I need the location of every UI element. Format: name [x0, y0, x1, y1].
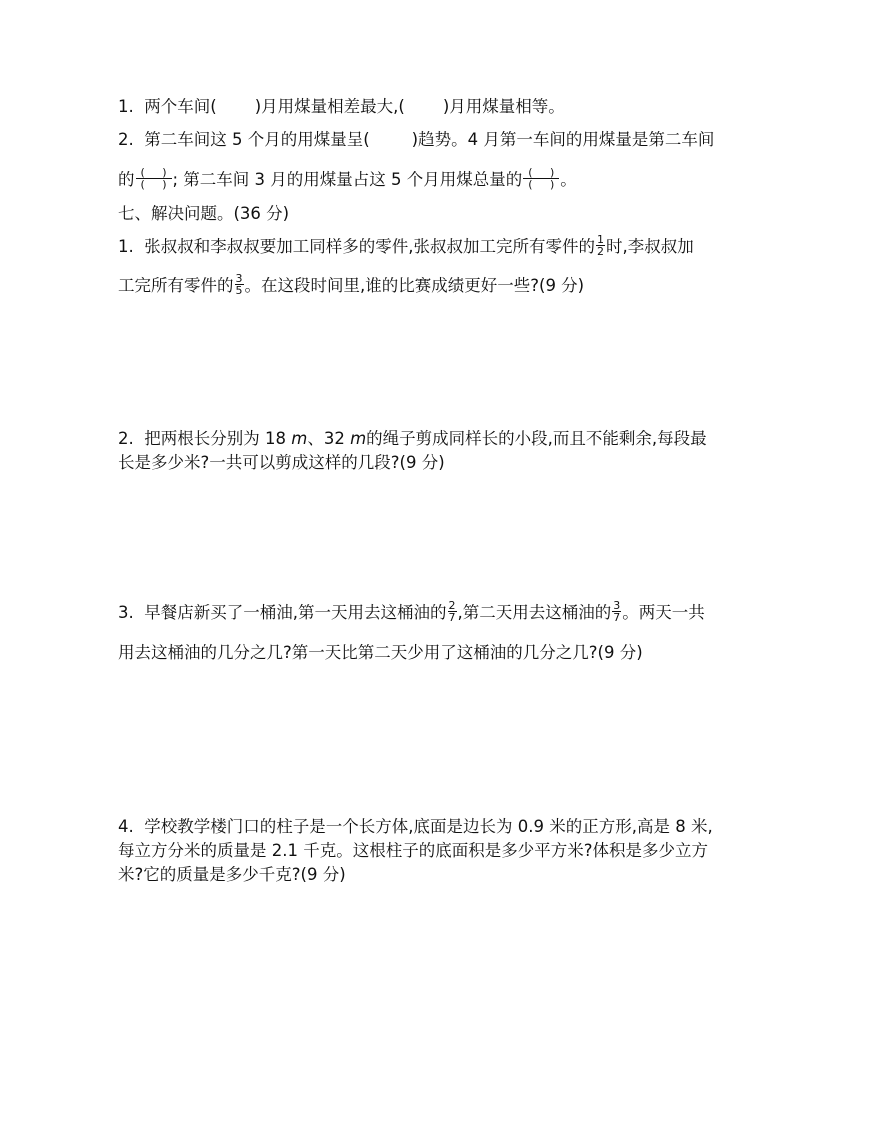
fill-blank-question-2-line-2 [118, 166, 577, 192]
problem-number: 4. [118, 817, 134, 836]
blank-fraction [136, 167, 172, 190]
problem-text: 、32 [307, 429, 351, 448]
question-number: 1. [118, 97, 134, 116]
problem-1-line-2 [118, 272, 585, 298]
blank-fraction [523, 167, 559, 190]
problem-text: 早餐店新买了一桶油,第一天用去这桶油的 [144, 603, 447, 622]
fraction [235, 273, 244, 296]
fraction-denominator: ( ) [140, 178, 167, 191]
problem-text: 学校教学楼门口的柱子是一个长方体,底面是边长为 0.9 米的正方形,高是 8 米, [144, 817, 713, 836]
problem-text: 把两根长分别为 18 [144, 429, 292, 448]
fraction-numerator: 1 [597, 233, 604, 246]
fraction-numerator: 3 [613, 599, 621, 612]
fraction-denominator: ( ) [528, 178, 555, 191]
problem-text: 张叔叔和李叔叔要加工同样多的零件,张叔叔加工完所有零件的 [144, 237, 595, 256]
problem-number: 1. [118, 237, 134, 256]
problem-2-line-1 [118, 428, 707, 450]
fraction-numerator: 3 [235, 272, 243, 285]
problem-3-line-1 [118, 599, 705, 625]
problem-text: ,第二天用去这桶油的 [457, 603, 612, 622]
fraction [596, 234, 605, 257]
problem-text: 的绳子剪成同样长的小段,而且不能剩余,每段最 [366, 429, 707, 448]
unit-meter: m [291, 429, 308, 448]
problem-text: 。在这段时间里,谁的比赛成绩更好一些?(9 分) [244, 276, 585, 295]
problem-text: 。两天一共 [622, 603, 705, 622]
fraction-denominator: 7 [448, 611, 456, 624]
problem-1-line-1 [118, 233, 694, 259]
question-text: )月用煤量相差最大,( [254, 97, 405, 116]
problem-2-line-2: 长是多少米?一共可以剪成这样的几段?(9 分) [118, 453, 445, 472]
fill-blank-question-1 [118, 96, 565, 118]
question-text: 第二车间这 5 个月的用煤量呈( )趋势。4 月第一车间的用煤量是第二车间 [144, 130, 715, 149]
question-text: ; 第二车间 3 月的用煤量占这 5 个月用煤总量的 [172, 170, 523, 189]
question-text: 两个车间( [144, 97, 217, 116]
question-text: 。 [560, 170, 577, 189]
fill-blank-question-2 [118, 129, 714, 151]
problem-number: 3. [118, 603, 134, 622]
fraction-denominator: 2 [597, 245, 604, 258]
question-text: )月用煤量相等。 [442, 97, 565, 116]
question-text: 的 [118, 170, 135, 189]
fraction [612, 600, 621, 623]
section-heading: 七、解决问题。(36 分) [118, 204, 290, 223]
fraction-numerator: ( ) [523, 167, 559, 179]
question-number: 2. [118, 130, 134, 149]
problem-3-line-2: 用去这桶油的几分之几?第一天比第二天少用了这桶油的几分之几?(9 分) [118, 643, 643, 662]
problem-number: 2. [118, 429, 134, 448]
fraction-denominator: 5 [235, 284, 243, 297]
problem-text: 时,李叔叔加 [606, 237, 694, 256]
problem-4-line-1 [118, 816, 713, 838]
fraction-numerator: ( ) [136, 167, 172, 179]
fraction [448, 600, 457, 623]
problem-4-line-3: 米?它的质量是多少千克?(9 分) [118, 865, 346, 884]
problem-text: 工完所有零件的 [118, 276, 234, 295]
fraction-denominator: 7 [613, 611, 621, 624]
fraction-numerator: 2 [448, 599, 456, 612]
unit-meter: m [350, 429, 367, 448]
problem-4-line-2: 每立方分米的质量是 2.1 千克。这根柱子的底面积是多少平方米?体积是多少立方 [118, 841, 708, 860]
